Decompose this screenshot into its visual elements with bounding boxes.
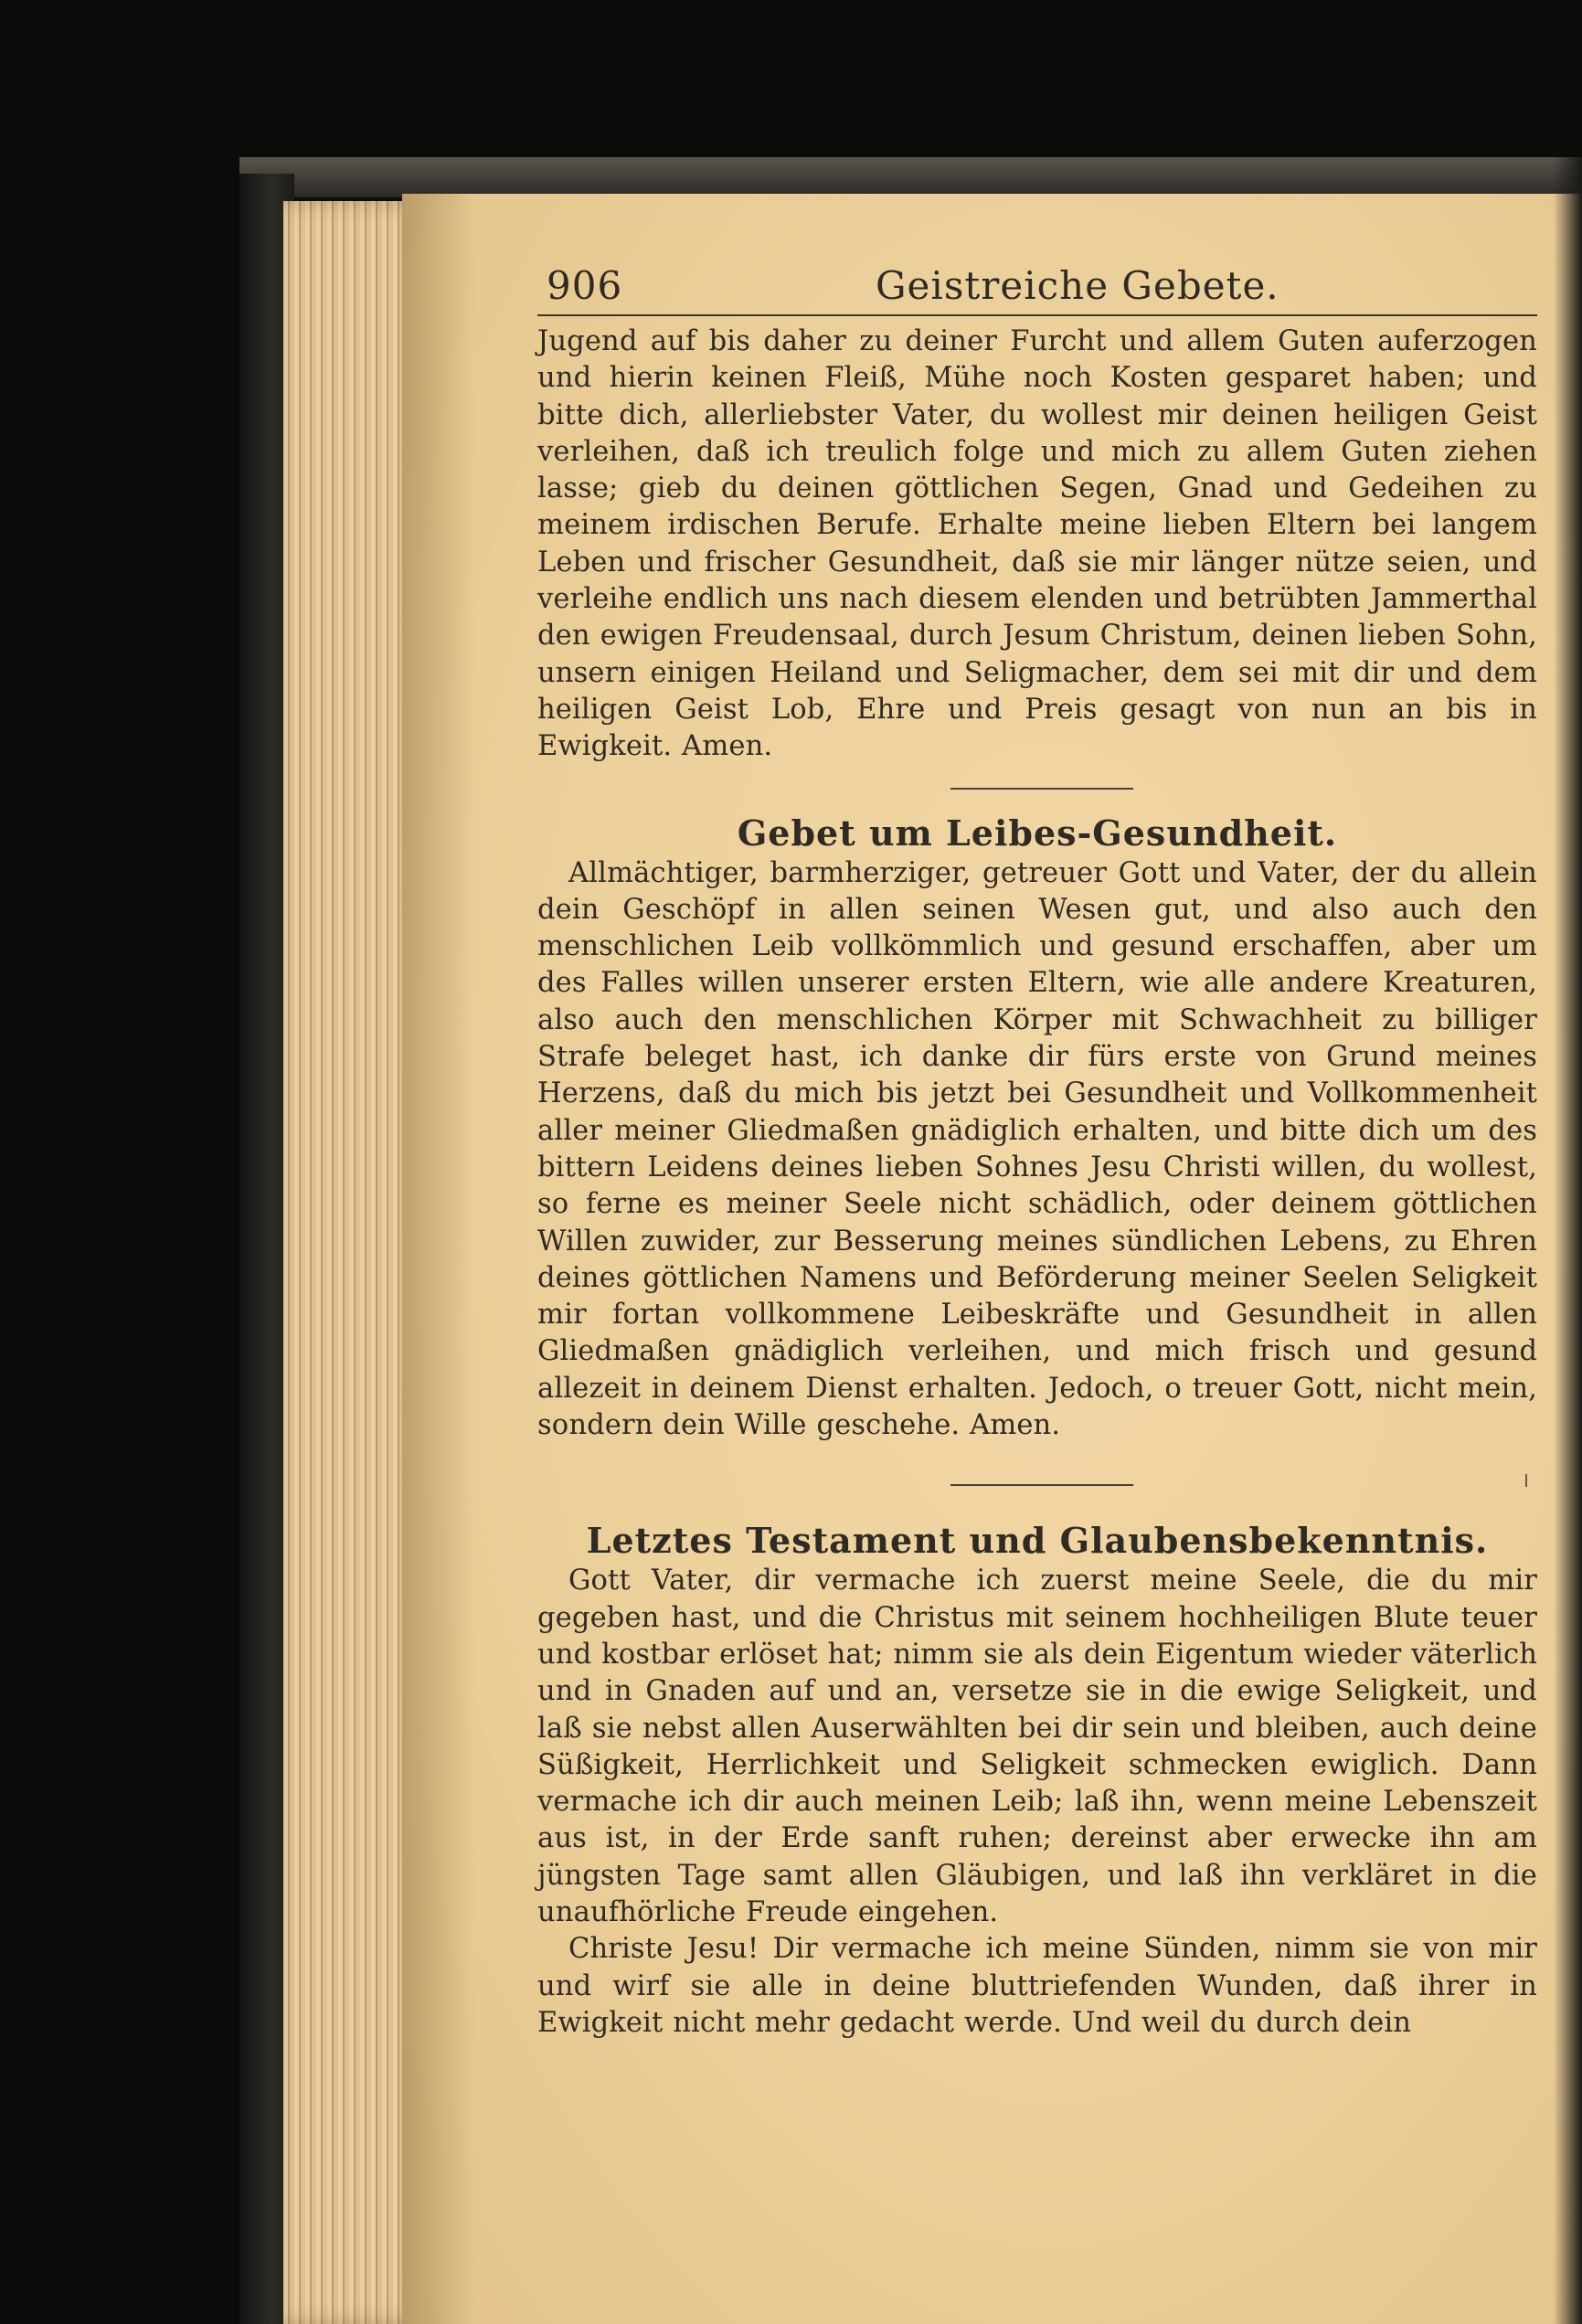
prayer-paragraph: Allmächtiger, barmherziger, getreuer Gott und Vater, der du allein dein Geschöpf in allen seinen Wesen gut, und also auch den menschlichen Leib vollkömmlich und gesund erschaffen, aber um des Falles willen unserer ersten Eltern, wie alle andere Kreaturen, also auch den menschlichen Körper mit Schwachheit zu billiger Strafe beleget hast, ich danke dir fürs erste von Grund meines Herzens, daß du mich bis jetzt bei Gesundheit und Vollkommenheit aller meiner Gliedmaßen gnädiglich erhalten, und bitte dich um des bittern Leidens deines lieben Sohnes Jesu Christi willen, du wollest, so ferne es meiner Seele nicht schädlich, oder deinem göttlichen Willen zuwider, zur Besserung meines sündlichen Lebens, zu Ehren deines göttlichen Namens und Beförderung meiner Seelen Seligkeit mir fortan vollkommene Leibeskräfte und Gesundheit in allen Gliedmaßen gnädiglich verleihen, und mich frisch und gesund allezeit in deinem Dienst erhalten. Jedoch, o treuer Gott, nicht mein, sondern dein Wille geschehe. Amen. bbox=[537, 856, 1537, 1442]
right-edge-shadow bbox=[1554, 157, 1582, 2324]
margin-mark bbox=[1525, 1474, 1527, 1487]
section-heading-testament: Letztes Testament und Glaubensbekenntnis. bbox=[586, 1520, 1489, 1562]
running-head bbox=[537, 260, 1537, 316]
testament-paragraph: Gott Vater, dir vermache ich zuerst meine Seele, die du mir gegeben hast, und die Christus mit seinem hochheiligen Blute teuer und kostbar erlöset hat; nimm sie als dein Eigentum wieder väterlich und in Gnaden auf und an, versetze sie in die ewige Seligkeit, und laß sie nebst allen Auserwählten bei dir sein und bleiben, auch deine Süßigkeit, Herrlichkeit und Seligkeit schmecken ewiglich. Dann vermache ich dir auch meinen Leib; laß ihn, wenn meine Lebenszeit aus ist, in der Erde sanft ruhen; dereinst aber erwecke ihn am jüngsten Tage samt allen Gläubigen, und laß ihn verkläret in die unaufhörliche Freude eingehen. bbox=[537, 1565, 1537, 1928]
continued-paragraph: Jugend auf bis daher zu deiner Furcht und allem Guten auferzogen und hierin keinen Fleiß, Mühe noch Kosten gesparet haben; und bitte dich, allerliebster Vater, du wollest mir deinen heiligen Geist verleihen, daß ich treulich folge und mich zu allem Guten ziehen lasse; gieb du deinen göttlichen Segen, Gnad und Gedeihen zu meinem irdischen Berufe. Erhalte meine lieben Eltern bei langem Leben und frischer Gesundheit, daß sie mir länger nütze seien, und verleihe endlich uns nach diesem elenden und betrübten Jammerthal den ewigen Freudensaal, durch Jesum Christum, deinen lieben Sohn, unsern einigen Heiland und Seligmacher, dem sei mit dir und dem heiligen Geist Lob, Ehre und Preis gesagt von nun an bis in Ewigkeit. Amen. bbox=[537, 325, 1537, 763]
gutter-shadow bbox=[402, 194, 475, 2324]
page-content bbox=[537, 260, 1537, 2042]
book-top-edge bbox=[239, 157, 1582, 197]
page-number: 906 bbox=[547, 263, 623, 308]
section-divider bbox=[950, 788, 1133, 790]
section-heading-health: Gebet um Leibes-Gesundheit. bbox=[737, 812, 1338, 854]
section-divider bbox=[950, 1484, 1133, 1486]
testament-paragraph: Christe Jesu! Dir vermache ich meine Sünden, nimm sie von mir und wirf sie alle in deine bluttriefenden Wunden, daß ihrer in Ewigkeit nicht mehr gedacht werde. Und weil du durch dein bbox=[537, 1933, 1537, 2039]
running-title: Geistreiche Gebete. bbox=[876, 263, 1279, 308]
